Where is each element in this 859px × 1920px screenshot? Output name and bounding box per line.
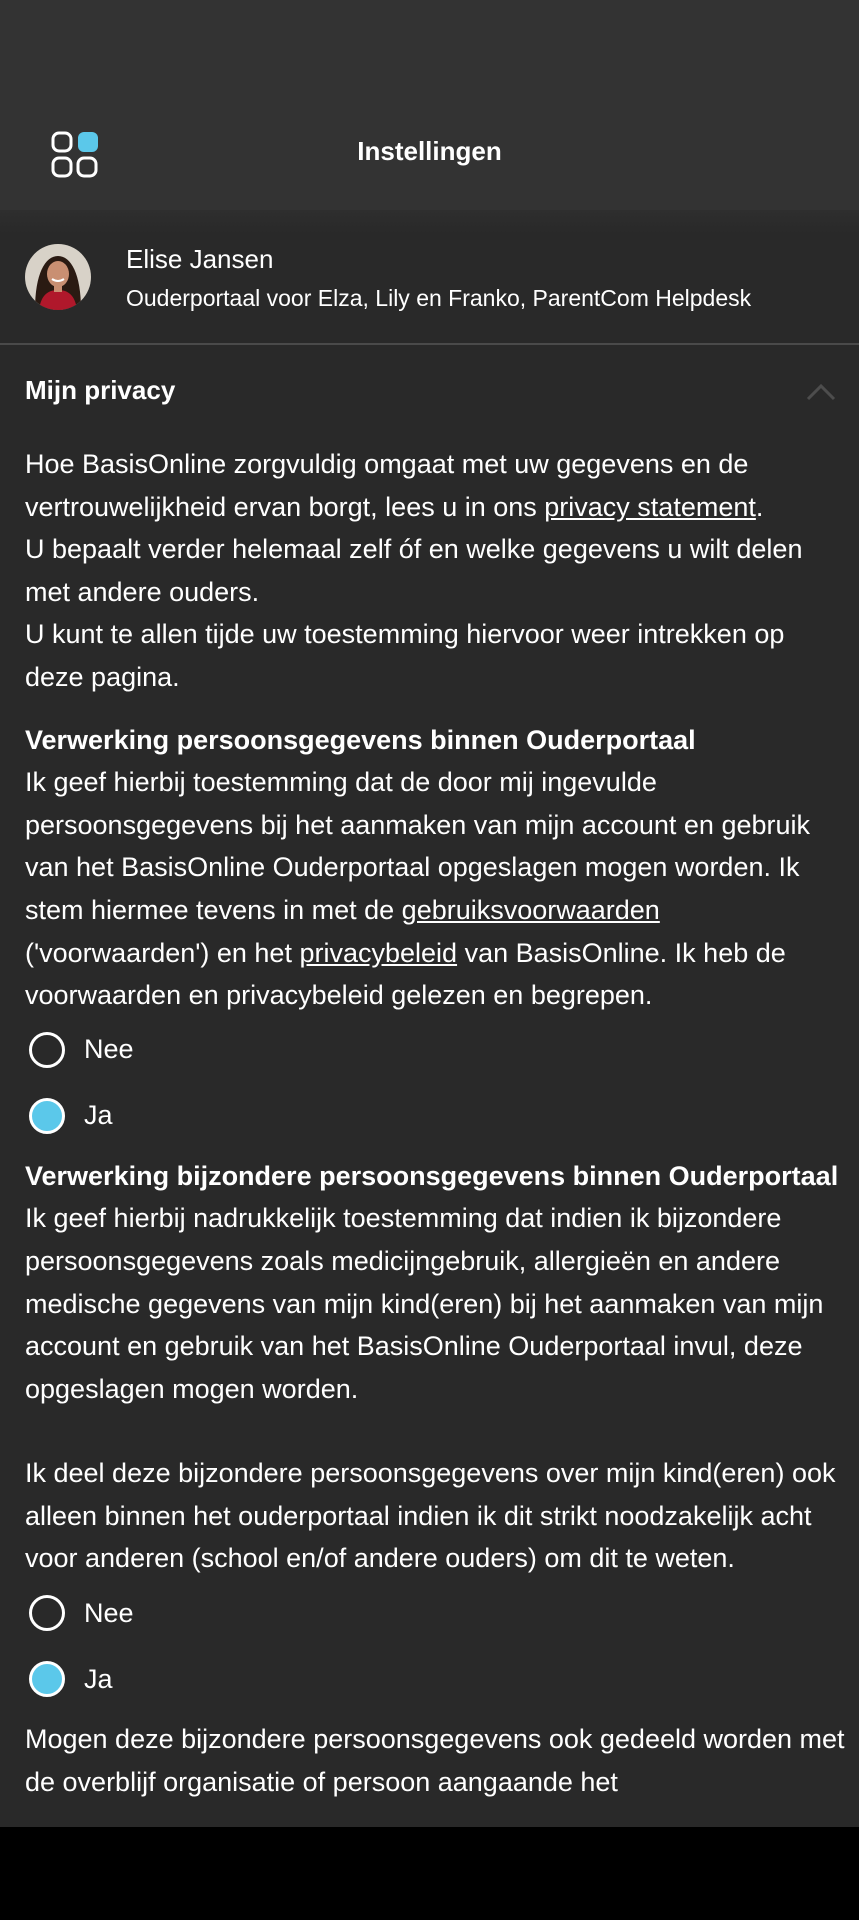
radio-selected[interactable] [29, 1661, 65, 1697]
chevron-up-icon [806, 383, 836, 401]
profile-card[interactable] [0, 230, 859, 343]
privacy-statement-link[interactable]: privacy statement [544, 491, 756, 522]
profile-subtitle: Ouderportaal voor Elza, Lily en Franko, ParentCom Helpdesk [126, 285, 752, 311]
privacy-section-header[interactable] [0, 345, 859, 435]
privacy-policy-link[interactable]: privacybeleid [299, 937, 458, 968]
consent2-text1: Ik geef hierbij nadrukkelijk toestemming dat indien ik bijzondere persoonsgegevens zoals medicijngebruik, allergieën en andere medische gegevens van mijn kind(eren) bij het aanmaken van mijn account en gebruik van het BasisOnline Ouderportaal invul, deze opgeslagen mogen worden. [25, 1203, 824, 1404]
privacy-content [25, 443, 845, 1803]
intro-paragraph: Hoe BasisOnline zorgvuldig omgaat met uw gegevens en de vertrouwelijkheid ervan borgt, lees u in ons privacy statement. U bepaalt verder helemaal zelf óf en welke gegevens u wilt delen met andere ouders. U kunt te allen tijde uw toestemming hiervoor weer intrekken op deze pagina. [25, 449, 803, 692]
section-title: Mijn privacy [25, 375, 176, 405]
status-bar-area [0, 0, 859, 100]
consent2-heading: Verwerking bijzondere persoonsgegevens binnen Ouderportaal [25, 1160, 839, 1191]
consent1-option-nee[interactable]: Nee [25, 1017, 845, 1083]
avatar [25, 244, 91, 310]
consent3-text: Mogen deze bijzondere persoonsgegevens ook gedeeld worden met de overblijf organisatie of persoon aangaande het [25, 1724, 845, 1797]
terms-link[interactable]: gebruiksvoorwaarden [401, 894, 660, 925]
consent1-option-ja[interactable]: Ja [25, 1083, 845, 1149]
consent1-heading: Verwerking persoonsgegevens binnen Ouderportaal [25, 724, 696, 755]
profile-name: Elise Jansen [126, 244, 274, 274]
radio-unselected[interactable] [29, 1032, 65, 1068]
consent2-text2: Ik deel deze bijzondere persoonsgegevens over mijn kind(eren) ook alleen binnen het ouderportaal indien ik dit strikt noodzakelijk acht voor anderen (school en/of andere ouders) om dit te weten. [25, 1458, 836, 1574]
consent2-option-nee[interactable]: Nee [25, 1580, 845, 1646]
navigation-bar-area [0, 1827, 859, 1920]
radio-unselected[interactable] [29, 1595, 65, 1631]
radio-selected[interactable] [29, 1098, 65, 1134]
app-header [0, 100, 859, 210]
consent2-option-ja[interactable]: Ja [25, 1646, 845, 1712]
page-title: Instellingen [357, 136, 502, 166]
consent1-text: Ik geef hierbij toestemming dat de door mij ingevulde persoonsgegevens bij het aanmaken van mijn account en gebruik van het BasisOnline Ouderportaal opgeslagen mogen worden. Ik stem hiermee tevens in met de gebruiksvoorwaarden ('voorwaarden') en het privacybeleid van BasisOnline. Ik heb de voorwaarden en privacybeleid gelezen en begrepen. [25, 767, 811, 1011]
